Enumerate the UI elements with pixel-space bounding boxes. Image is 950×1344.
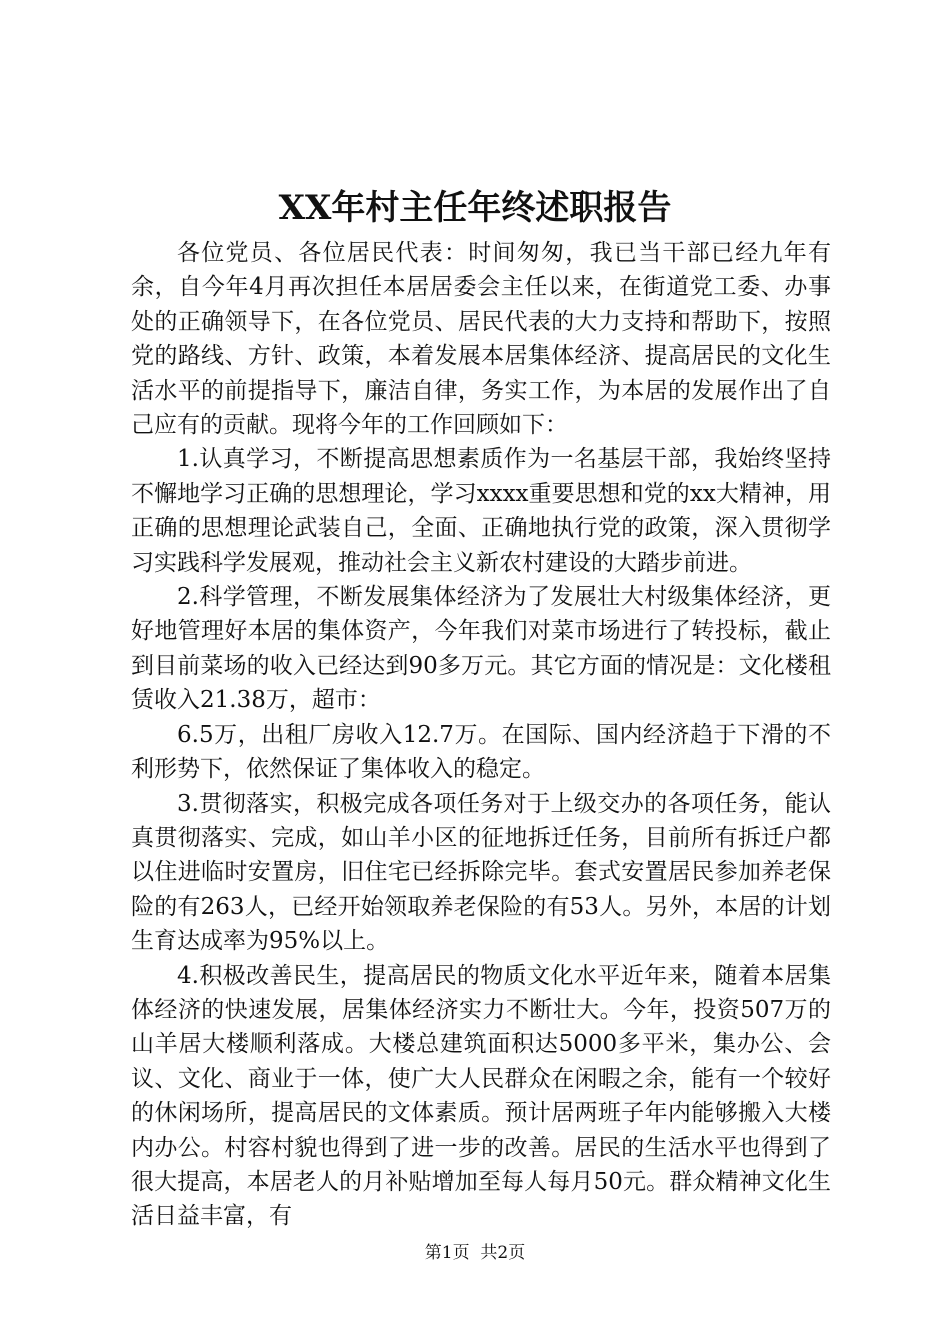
page-number: 第1页: [424, 1243, 470, 1263]
page-total: 共2页: [480, 1243, 526, 1263]
document-title: XX年村主任年终述职报告: [278, 188, 672, 228]
paragraph-management: 2.科学管理，不断发展集体经济为了发展壮大村级集体经济，更好地管理好本居的集体资产，今年我们对菜市场进行了转投标，截止到目前菜场的收入已经达到90多万元。其它方面的情况是：文化楼租赁收入21.38万，超市：: [131, 584, 831, 714]
paragraph-management-cont: 6.5万，出租厂房收入12.7万。在国际、国内经济趋于下滑的不利形势下，依然保证了集体收入的稳定。: [131, 721, 831, 783]
paragraph-implementation: 3.贯彻落实，积极完成各项任务对于上级交办的各项任务，能认真贯彻落实、完成，如山羊小区的征地拆迁任务，目前所有拆迁户都以住进临时安置房，旧住宅已经拆除完毕。套式安置居民参加养老保险的有263人，已经开始领取养老保险的有53人。另外，本居的计划生育达成率为95%以上。: [131, 790, 831, 955]
paragraph-livelihood: 4.积极改善民生，提高居民的物质文化水平近年来，随着本居集体经济的快速发展，居集体经济实力不断壮大。今年，投资507万的山羊居大楼顺利落成。大楼总建筑面积达5000多平米，集办公、会议、文化、商业于一体，使广大人民群众在闲暇之余，能有一个较好的休闲场所，提高居民的文体素质。预计居两班子年内能够搬入大楼内办公。村容村貌也得到了进一步的改善。居民的生活水平也得到了很大提高，本居老人的月补贴增加至每人每月50元。群众精神文化生活日益丰富，有: [131, 962, 831, 1230]
document-body: [131, 236, 831, 1234]
paragraph-intro: 各位党员、各位居民代表：时间匆匆，我已当干部已经九年有余，自今年4月再次担任本居居委会主任以来，在街道党工委、办事处的正确领导下，在各位党员、居民代表的大力支持和帮助下，按照党的路线、方针、政策，本着发展本居集体经济、提高居民的文化生活水平的前提指导下，廉洁自律，务实工作，为本居的发展作出了自己应有的贡献。现将今年的工作回顾如下：: [131, 240, 831, 439]
page-footer: [0, 1241, 950, 1265]
paragraph-study: 1.认真学习，不断提高思想素质作为一名基层干部，我始终坚持不懈地学习正确的思想理论，学习xxxx重要思想和党的xx大精神，用正确的思想理论武装自己，全面、正确地执行党的政策，深入贯彻学习实践科学发展观，推动社会主义新农村建设的大踏步前进。: [131, 446, 831, 576]
